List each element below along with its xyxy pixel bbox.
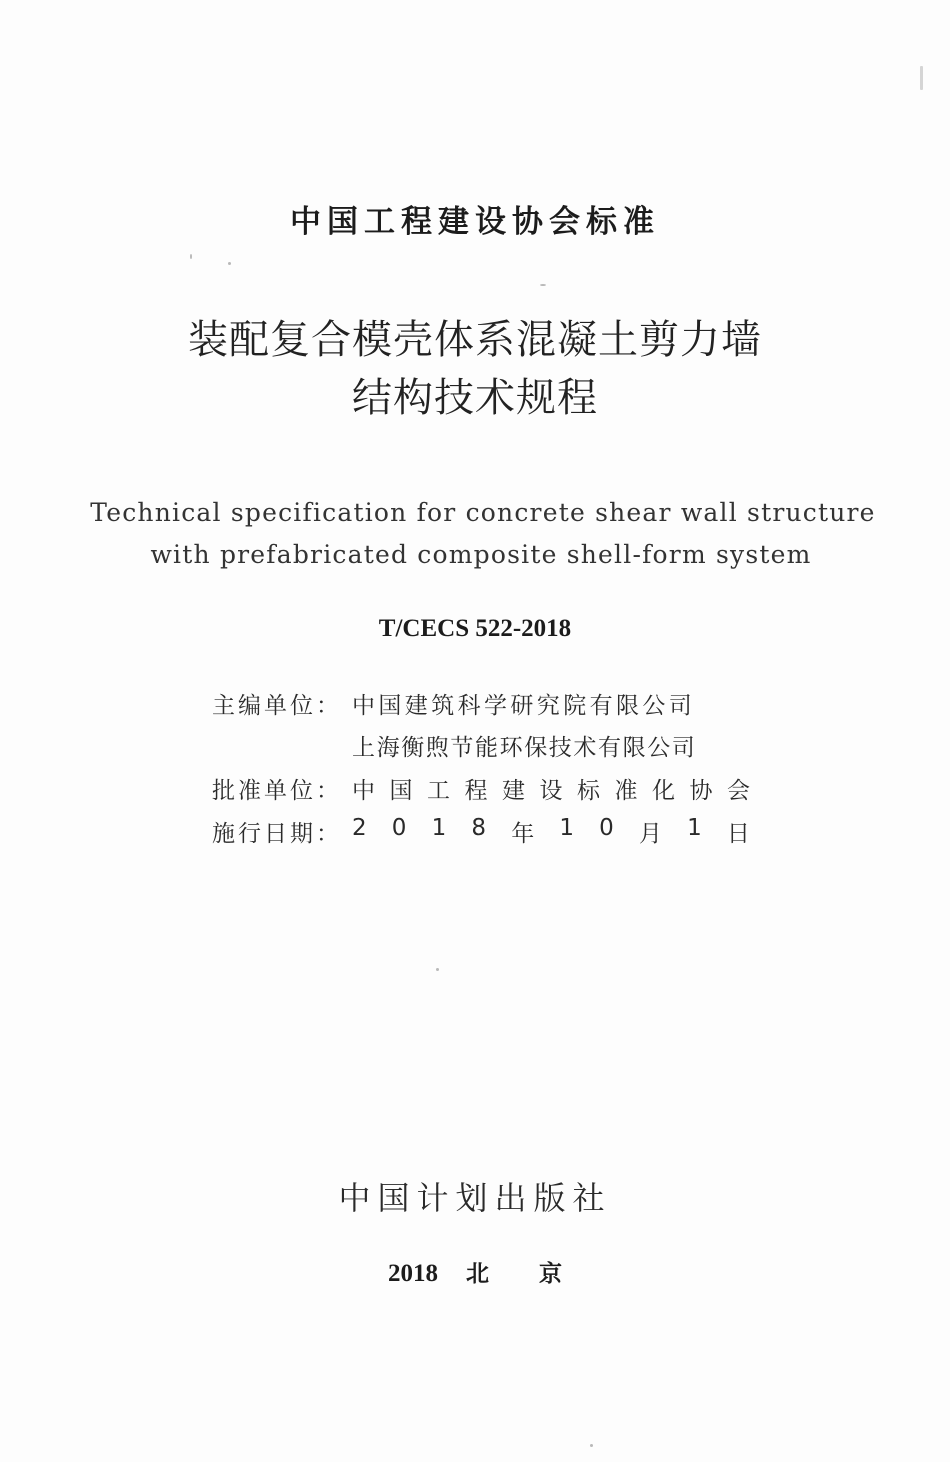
date-char: 年 (511, 821, 535, 847)
approval-char: 建 (502, 778, 525, 804)
approval-char: 设 (539, 778, 563, 804)
effective-date-label: 施行日期： (212, 821, 342, 847)
chief-editor-org-1: 中国建筑科学研究院有限公司 (352, 693, 696, 719)
chief-editor-org-2: 上海衡煦节能环保技术有限公司 (352, 735, 697, 761)
chief-editor-label: 主编单位： (212, 693, 342, 719)
approval-char: 标 (577, 778, 600, 804)
standard-number: T/CECS 522-2018 (378, 615, 572, 642)
org-standard-heading: 中国工程建设协会标准 (290, 204, 660, 240)
approval-char: 国 (389, 778, 413, 804)
date-char: 2 (352, 815, 367, 841)
approval-char: 准 (614, 778, 638, 804)
publication-city-char-2: 京 (539, 1261, 562, 1287)
approval-label: 批准单位： (212, 778, 342, 804)
date-char: 1 (431, 815, 447, 841)
chinese-title-line-1: 装配复合模壳体系混凝土剪力墙 (188, 317, 762, 363)
english-title-line-1: Technical specification for concrete shear wall structure (90, 498, 876, 527)
approval-char: 化 (652, 778, 675, 804)
date-char: 月 (638, 821, 662, 847)
date-char: 8 (471, 815, 487, 841)
approval-char: 中 (352, 778, 375, 804)
publication-city-char-1: 北 (466, 1261, 489, 1287)
publication-year: 2018 (388, 1260, 438, 1287)
date-char: 0 (391, 815, 407, 841)
date-char: 1 (687, 815, 702, 841)
approval-char: 会 (727, 778, 750, 804)
publication-line (0, 1255, 950, 1288)
scan-speck (436, 968, 439, 971)
scan-speck (190, 254, 192, 259)
date-char: 1 (559, 815, 574, 841)
approval-char: 程 (464, 778, 488, 804)
date-char: 0 (599, 815, 614, 841)
approval-char: 协 (689, 778, 713, 804)
scan-speck (228, 262, 231, 265)
publisher-name: 中国计划出版社 (338, 1179, 612, 1217)
scan-speck (920, 66, 923, 90)
date-char: 日 (726, 821, 750, 847)
approval-char: 工 (427, 778, 450, 804)
approval-org (352, 772, 750, 805)
effective-date (352, 815, 750, 848)
scan-speck (540, 284, 546, 286)
chinese-title-line-2: 结构技术规程 (352, 375, 598, 421)
scan-speck (590, 1444, 593, 1447)
english-title-line-2: with prefabricated composite shell-form system (150, 540, 812, 569)
